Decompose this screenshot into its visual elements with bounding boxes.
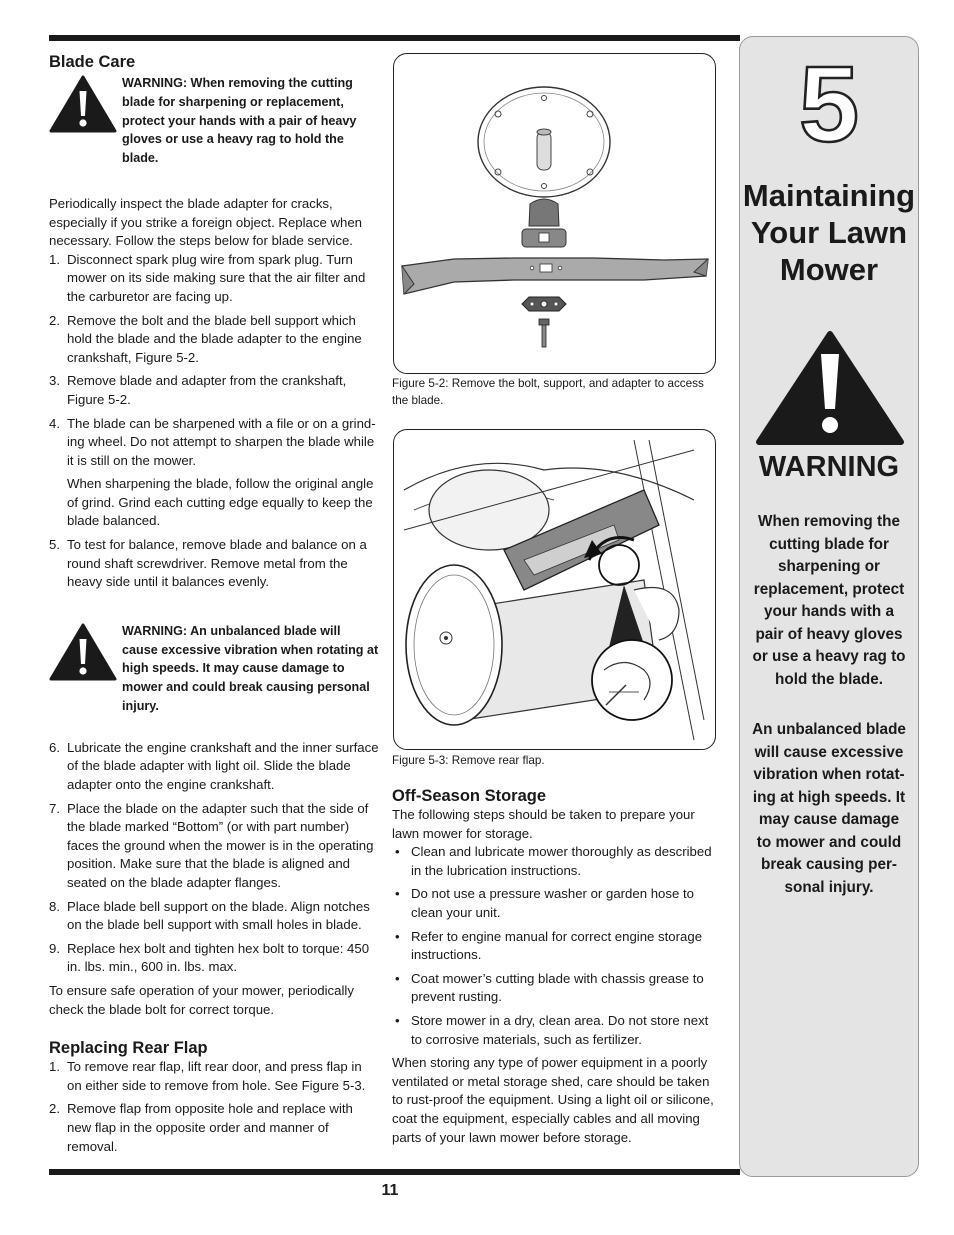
sidebar-warning-text-1: When removing the cutting blade for sharpening or replacement, protect your hands with a pair of heavy gloves or use a heavy rag to hold the blade.	[752, 513, 906, 688]
list-item: 2. Remove the bolt and the blade bell support which hold the blade and the blade adapter to the engine crankshaft, Figure 5-2.	[49, 312, 362, 365]
storage-closing: When storing any type of power equipment in a poorly ventilated or metal storage shed, care should be taken to rust-proof the equipment. Using a light oil or silicone, coat the equipment, especially cables and all moving parts of your lawn mower before storage.	[392, 1055, 714, 1145]
list-item: 8. Place blade bell support on the blade. Align notches on the blade bell support with small holes in blade.	[49, 898, 370, 933]
figure-5-3-caption: Figure 5-3: Remove rear flap.	[392, 754, 545, 767]
blade-care-warning	[49, 74, 379, 168]
bottom-rule	[49, 1169, 740, 1175]
list-item: • Refer to engine manual for correct engine storage instructions.	[392, 928, 715, 965]
blade-care-heading: Blade Care	[49, 53, 136, 71]
warning-text: WARNING: When removing the cutting blade for sharpening or replacement, protect your hands with a pair of heavy gloves or use a heavy rag to hold the blade.	[122, 76, 357, 166]
figure-5-2	[393, 53, 716, 374]
storage-heading: Off-Season Storage	[392, 787, 547, 805]
storage-intro: The following steps should be taken to prepare your lawn mower for storage.	[392, 807, 695, 841]
blade-assembly-illustration	[394, 54, 715, 373]
list-item: 2. Remove flap from opposite hole and replace with new flap in the opposite order and manner of removal.	[49, 1101, 353, 1154]
blade-steps-list-2	[49, 739, 379, 977]
list-item: 5. To test for balance, remove blade and balance on a round shaft screwdriver. Remove metal from the heavy side until it balances evenly.	[49, 537, 367, 590]
list-item: 9. Replace hex bolt and tighten hex bolt to torque: 450 in. lbs. min., 600 in. lbs. max.	[49, 940, 370, 975]
rear-flap-heading: Replacing Rear Flap	[49, 1039, 208, 1058]
list-item: • Store mower in a dry, clean area. Do not store next to corrosive materials, such as fertilizer.	[392, 1012, 715, 1049]
list-item: 1. To remove rear flap, lift rear door, and press flap in on either side to remove from hole. See Figure 5-3.	[49, 1059, 366, 1093]
page-number: 11	[381, 1182, 399, 1199]
list-item: 6. Lubricate the engine crankshaft and the inner surface of the blade adapter with light oil. Slide the blade adapter onto the engine crankshaft.	[49, 739, 379, 793]
blade-step5-list	[49, 536, 379, 592]
chapter-title: Maintaining Your Lawn Mower	[742, 178, 916, 287]
warning-label: WARNING	[758, 451, 900, 483]
blade-steps-list	[49, 251, 379, 471]
storage-bullets	[392, 843, 715, 1049]
storage-section	[392, 786, 715, 1147]
figure-5-3	[393, 429, 716, 750]
warning-triangle-icon	[49, 74, 117, 140]
list-item: • Clean and lubricate mower thoroughly as described in the lubrication instructions.	[392, 843, 715, 880]
sidebar-warning-text-2: An unbalanced blade will cause excessive vibration when rotat-ing at high speeds. It may cause damage to mower and could break causing per-sonal injury.	[752, 721, 906, 896]
warning-triangle-icon	[49, 622, 117, 688]
warning-text: WARNING: An unbalanced blade will cause excessive vibration when rotating at high speeds. It may cause damage to mower and could break causing personal injury.	[122, 623, 379, 714]
blade-care-closing: To ensure safe operation of your mower, periodically check the blade bolt for correct torque.	[49, 982, 354, 1017]
blade-care-intro: Periodically inspect the blade adapter for cracks, especially if you strike a foreign object. Replace when necessary. Follow the steps below for blade service.	[49, 195, 363, 249]
chapter-number	[740, 45, 918, 160]
list-item: • Coat mower’s cutting blade with chassis grease to prevent rusting.	[392, 970, 715, 1007]
top-rule	[49, 35, 740, 41]
chapter-sidebar	[739, 36, 919, 1177]
list-item: 1. Disconnect spark plug wire from spark plug. Turn mower on its side making sure that the air filter and the carburetor are facing up.	[49, 251, 366, 304]
step4-note: When sharpening the blade, follow the original angle of grind. Grind each cutting edge equally to keep the blade balanced.	[67, 476, 374, 529]
list-item: 7. Place the blade on the adapter such that the side of the blade marked “Bottom” (or with part number) faces the ground when the mower is in the operating position. Make sure that the blade is aligned and seated on the blade adapter flanges.	[49, 800, 374, 890]
list-item: 4. The blade can be sharpened with a file or on a grind-ing wheel. Do not attempt to sharpen the blade while it is still on the mower.	[49, 415, 376, 468]
left-column	[49, 52, 379, 1156]
rear-flap-illustration	[394, 430, 715, 749]
warning-triangle-icon	[755, 330, 905, 447]
figure-5-2-caption: Figure 5-2: Remove the bolt, support, and adapter to access the blade.	[392, 377, 704, 407]
svg-text:5: 5	[798, 45, 860, 155]
balance-warning	[49, 622, 379, 716]
list-item: 3. Remove blade and adapter from the crankshaft, Figure 5-2.	[49, 373, 347, 407]
rear-flap-steps	[49, 1058, 379, 1156]
list-item: • Do not use a pressure washer or garden hose to clean your unit.	[392, 885, 715, 922]
